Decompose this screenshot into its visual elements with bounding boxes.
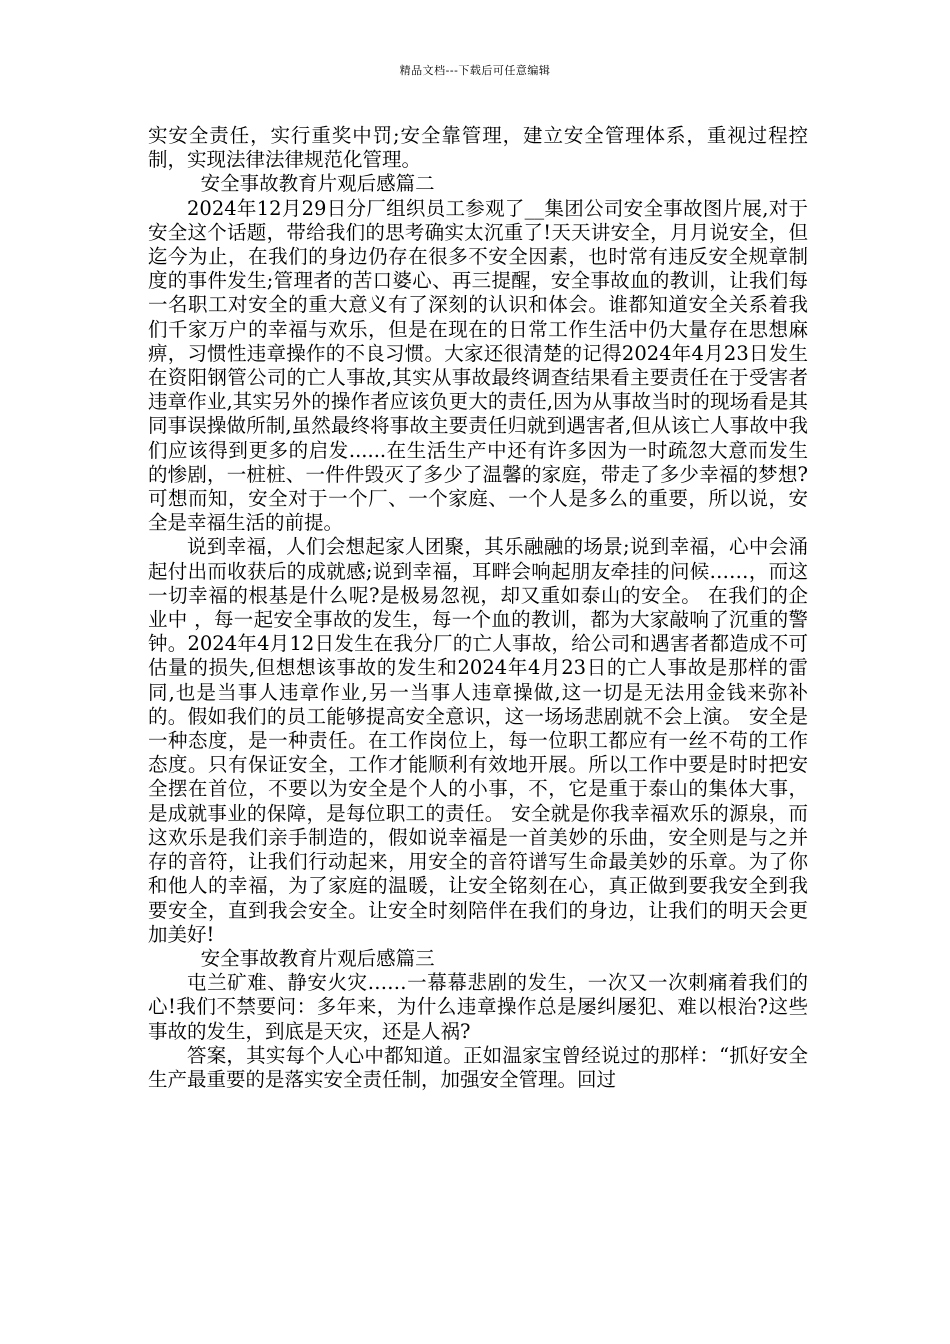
paragraph-continuation: 实安全责任，实行重奖中罚;安全靠管理，建立安全管理体系，重视过程控制，实现法律法律规范化管理。 — [148, 124, 808, 172]
section-heading-part-three: 安全事故教育片观后感篇三 — [200, 946, 435, 970]
paragraph-disasters: 屯兰矿难、静安火灾……一幕幕悲剧的发生，一次又一次刺痛着我们的心!我们不禁要问：多年来，为什么违章操作总是屡纠屡犯、难以根治?这些事故的发生，到底是天灾，还是人祸? — [148, 971, 808, 1043]
page-header-watermark: 精品文档---下载后可任意编辑 — [399, 64, 551, 77]
paragraph-answer: 答案，其实每个人心中都知道。正如温家宝曾经说过的那样：“抓好安全生产最重要的是落实安全责任制，加强安全管理。回过 — [148, 1043, 808, 1091]
paragraph-exhibition-visit: 2024年12月29日分厂组织员工参观了__集团公司安全事故图片展,对于安全这个话题，带给我们的思考确实太沉重了!天天讲安全，月月说安全，但迄今为止，在我们的身边仍存在很多不安全因素，也时常有违反安全规章制度的事件发生;管理者的苦口婆心、再三提醒，安全事故血的教训，让我们每一名职工对安全的重大意义有了深刻的认识和体会。谁都知道安全关系着我们千家万户的幸福与欢乐，但是在现在的日常工作生活中仍大量存在思想麻痹，习惯性违章操作的不良习惯。大家还很清楚的记得2024年4月23日发生在资阳钢管公司的亡人事故,其实从事故最终调查结果看主要责任在于受害者违章作业,其实另外的操作者应该负更大的责任,因为从事故当时的现场看是其同事误操做所制,虽然最终将事故主要责任归就到遇害者,但从该亡人事故中我们应该得到更多的启发......在生活生产中还有许多因为一时疏忽大意而发生的惨剧，一桩桩、一件件毁灭了多少了温馨的家庭，带走了多少幸福的梦想?可想而知，安全对于一个厂、一个家庭、一个人是多么的重要，所以说，安全是幸福生活的前提。 — [148, 196, 808, 535]
document-body — [148, 124, 808, 1092]
section-heading-part-two: 安全事故教育片观后感篇二 — [200, 172, 435, 196]
paragraph-safety-happiness: 说到幸福，人们会想起家人团聚，其乐融融的场景;说到幸福，心中会涌起付出而收获后的成就感;说到幸福，耳畔会响起朋友牵挂的问候……，而这一切幸福的根基是什么呢?是极易忽视，却又重如泰山的安全。 在我们的企业中 ，每一起安全事故的发生，每一个血的教训，都为大家敲响了沉重的警钟。2024年4月12日发生在我分厂的亡人事故，给公司和遇害者都造成不可估量的损失,但想想该事故的发生和2024年4月23日的亡人事故是那样的雷同,也是当事人违章作业,另一当事人违章操做,这一切是无法用金钱来弥补的。假如我们的员工能够提高安全意识，这一场场悲剧就不会上演。 安全是一种态度，是一种责任。在工作岗位上，每一位职工都应有一丝不苟的工作态度。只有保证安全，工作才能顺利有效地开展。所以工作中要是时时把安全摆在首位，不要以为安全是个人的小事，不，它是重于泰山的集体大事，是成就事业的保障，是每位职工的责任。 安全就是你我幸福欢乐的源泉，而这欢乐是我们亲手制造的，假如说幸福是一首美妙的乐曲，安全则是与之并存的音符，让我们行动起来，用安全的音符谱写生命最美妙的乐章。为了你和他人的幸福，为了家庭的温暖，让安全铭刻在心，真正做到要我安全到我要安全，直到我会安全。让安全时刻陪伴在我们的身边，让我们的明天会更加美好! — [148, 535, 808, 946]
